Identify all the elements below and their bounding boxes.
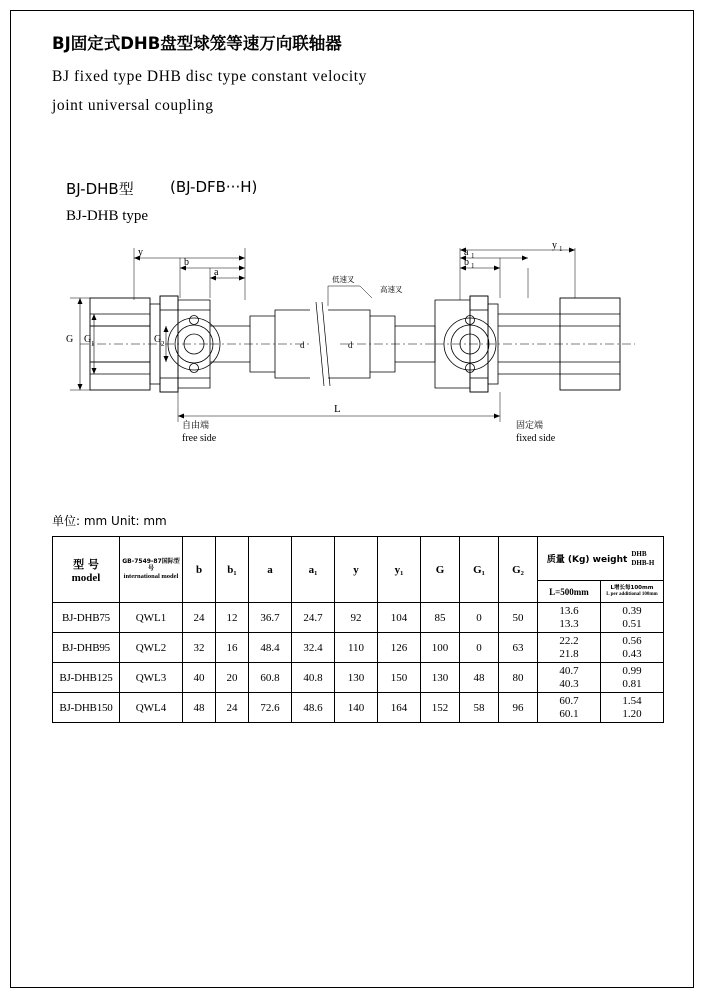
cell-model: BJ-DHB125 <box>53 663 120 693</box>
cell-a: 72.6 <box>249 693 292 723</box>
cell-a: 60.8 <box>249 663 292 693</box>
svg-text:a: a <box>464 247 469 258</box>
svg-text:y: y <box>138 247 143 258</box>
cell-intl: QWL4 <box>120 693 183 723</box>
col-header-b1: b₁ <box>216 537 249 603</box>
cell-G1: 0 <box>460 603 499 633</box>
cell-G1: 0 <box>460 633 499 663</box>
col-header-weight-per100 <box>601 581 664 603</box>
cell-y: 110 <box>335 633 378 663</box>
cell-b1: 12 <box>216 603 249 633</box>
table-row <box>53 693 664 723</box>
svg-text:1: 1 <box>559 245 563 253</box>
cell-weight-per100-dhbh: 1.20 <box>622 707 642 720</box>
cell-weight-l500-dhbh: 21.8 <box>559 647 579 660</box>
page-title-en-line1: BJ fixed type DHB disc type constant velocity <box>52 68 367 85</box>
col-header-model <box>53 537 120 603</box>
svg-text:1: 1 <box>471 252 475 260</box>
svg-text:1: 1 <box>91 340 95 348</box>
cell-a1: 32.4 <box>292 633 335 663</box>
svg-text:d: d <box>348 340 353 350</box>
cell-G2: 80 <box>499 663 538 693</box>
cell-b1: 24 <box>216 693 249 723</box>
cell-weight-l500-dhb: 40.7 <box>559 664 579 677</box>
cell-y1: 164 <box>378 693 421 723</box>
specification-table <box>52 536 664 723</box>
svg-text:y: y <box>552 240 557 251</box>
cell-y1: 104 <box>378 603 421 633</box>
cell-y: 130 <box>335 663 378 693</box>
cell-weight-per100-dhb: 0.99 <box>622 664 642 677</box>
fixed-side-label-cn: 固定端 <box>516 421 544 431</box>
subtitle-model-cn: BJ-DHB型 <box>66 180 134 198</box>
cell-G1: 58 <box>460 693 499 723</box>
col-header-weight-dhb: DHB <box>631 550 647 559</box>
table-row <box>53 663 664 693</box>
cell-b: 24 <box>183 603 216 633</box>
svg-text:1: 1 <box>471 262 475 270</box>
unit-note: 单位: mm Unit: mm <box>52 514 167 528</box>
cell-b: 40 <box>183 663 216 693</box>
col-header-model-cn: 型 号 <box>73 557 99 571</box>
col-header-weight-group <box>538 537 664 581</box>
cell-G2: 63 <box>499 633 538 663</box>
fixed-side-label-en: fixed side <box>516 433 556 444</box>
table-row <box>53 603 664 633</box>
cell-weight-per100-dhb: 1.54 <box>622 694 642 707</box>
cell-weight-per100-dhbh: 0.43 <box>622 647 642 660</box>
cell-G: 130 <box>421 663 460 693</box>
cell-a: 48.4 <box>249 633 292 663</box>
cell-y: 140 <box>335 693 378 723</box>
cell-weight-l500-dhb: 13.6 <box>559 604 579 617</box>
subtitle-model-alt: (BJ-DFB···H) <box>170 178 258 196</box>
cell-weight-l500-dhbh: 40.3 <box>559 677 579 690</box>
cell-a1: 48.6 <box>292 693 335 723</box>
cell-weight-per100 <box>601 603 664 633</box>
cell-weight-l500-dhbh: 13.3 <box>559 617 579 630</box>
cell-model: BJ-DHB95 <box>53 633 120 663</box>
cell-y1: 150 <box>378 663 421 693</box>
cell-model: BJ-DHB150 <box>53 693 120 723</box>
col-header-weight-l500: L=500mm <box>538 581 601 603</box>
page-title-en-line2: joint universal coupling <box>52 97 214 114</box>
cell-b1: 20 <box>216 663 249 693</box>
cell-weight-l500 <box>538 633 601 663</box>
svg-text:高速叉: 高速叉 <box>380 285 403 294</box>
subtitle-model-en: BJ-DHB type <box>66 208 149 224</box>
cell-weight-l500 <box>538 663 601 693</box>
cell-weight-l500 <box>538 603 601 633</box>
free-side-label-cn: 自由端 <box>182 421 210 431</box>
col-header-intl-en: international model <box>123 572 179 580</box>
cell-G1: 48 <box>460 663 499 693</box>
cell-G: 152 <box>421 693 460 723</box>
cell-y1: 126 <box>378 633 421 663</box>
svg-text:d: d <box>300 340 305 350</box>
col-header-weight-dhb-h: DHB-H <box>631 558 655 567</box>
svg-text:G: G <box>66 334 74 345</box>
free-side-label-en: free side <box>182 433 217 444</box>
cell-a1: 40.8 <box>292 663 335 693</box>
svg-text:b: b <box>464 257 469 268</box>
col-header-a1: a₁ <box>292 537 335 603</box>
cell-G2: 96 <box>499 693 538 723</box>
svg-text:低速叉: 低速叉 <box>332 275 355 284</box>
cell-weight-per100 <box>601 633 664 663</box>
cell-weight-per100 <box>601 663 664 693</box>
col-header-y: y <box>335 537 378 603</box>
cell-a: 36.7 <box>249 603 292 633</box>
col-header-G1: G₁ <box>460 537 499 603</box>
cell-G: 85 <box>421 603 460 633</box>
svg-text:L: L <box>334 403 341 415</box>
cell-intl: QWL3 <box>120 663 183 693</box>
svg-text:b: b <box>184 257 189 268</box>
svg-text:G: G <box>84 334 92 345</box>
svg-text:G: G <box>154 334 162 345</box>
cell-y: 92 <box>335 603 378 633</box>
svg-text:2: 2 <box>161 340 165 348</box>
page-title-cn: BJ固定式DHB盘型球笼等速万向联轴器 <box>52 34 342 53</box>
cell-weight-per100-dhbh: 0.81 <box>622 677 642 690</box>
cell-b: 32 <box>183 633 216 663</box>
cell-weight-l500 <box>538 693 601 723</box>
cell-weight-per100-dhbh: 0.51 <box>622 617 642 630</box>
cell-model: BJ-DHB75 <box>53 603 120 633</box>
table-row <box>53 633 664 663</box>
cell-weight-per100 <box>601 693 664 723</box>
svg-text:a: a <box>214 267 219 278</box>
cell-G: 100 <box>421 633 460 663</box>
col-header-intl <box>120 537 183 603</box>
cell-weight-l500-dhb: 60.7 <box>559 694 579 707</box>
cell-b1: 16 <box>216 633 249 663</box>
cell-a1: 24.7 <box>292 603 335 633</box>
col-header-weight-label: 质量 (Kg) weight <box>546 555 628 565</box>
cell-b: 48 <box>183 693 216 723</box>
cell-weight-l500-dhb: 22.2 <box>559 634 579 647</box>
col-header-model-en: model <box>71 571 101 584</box>
cell-weight-per100-dhb: 0.56 <box>622 634 642 647</box>
col-header-b: b <box>183 537 216 603</box>
col-header-weight-per100-cn: L增长每100mm <box>610 585 654 592</box>
col-header-intl-cn: GB-7549-87国际型号 <box>122 557 180 573</box>
cell-G2: 50 <box>499 603 538 633</box>
col-header-a: a <box>249 537 292 603</box>
col-header-y1: y₁ <box>378 537 421 603</box>
cell-weight-per100-dhb: 0.39 <box>622 604 642 617</box>
col-header-G: G <box>421 537 460 603</box>
cell-intl: QWL2 <box>120 633 183 663</box>
cell-weight-l500-dhbh: 60.1 <box>559 707 579 720</box>
cell-intl: QWL1 <box>120 603 183 633</box>
technical-drawing <box>60 240 650 480</box>
col-header-weight-per100-en: L per additional 100mm <box>606 591 658 597</box>
col-header-G2: G₂ <box>499 537 538 603</box>
